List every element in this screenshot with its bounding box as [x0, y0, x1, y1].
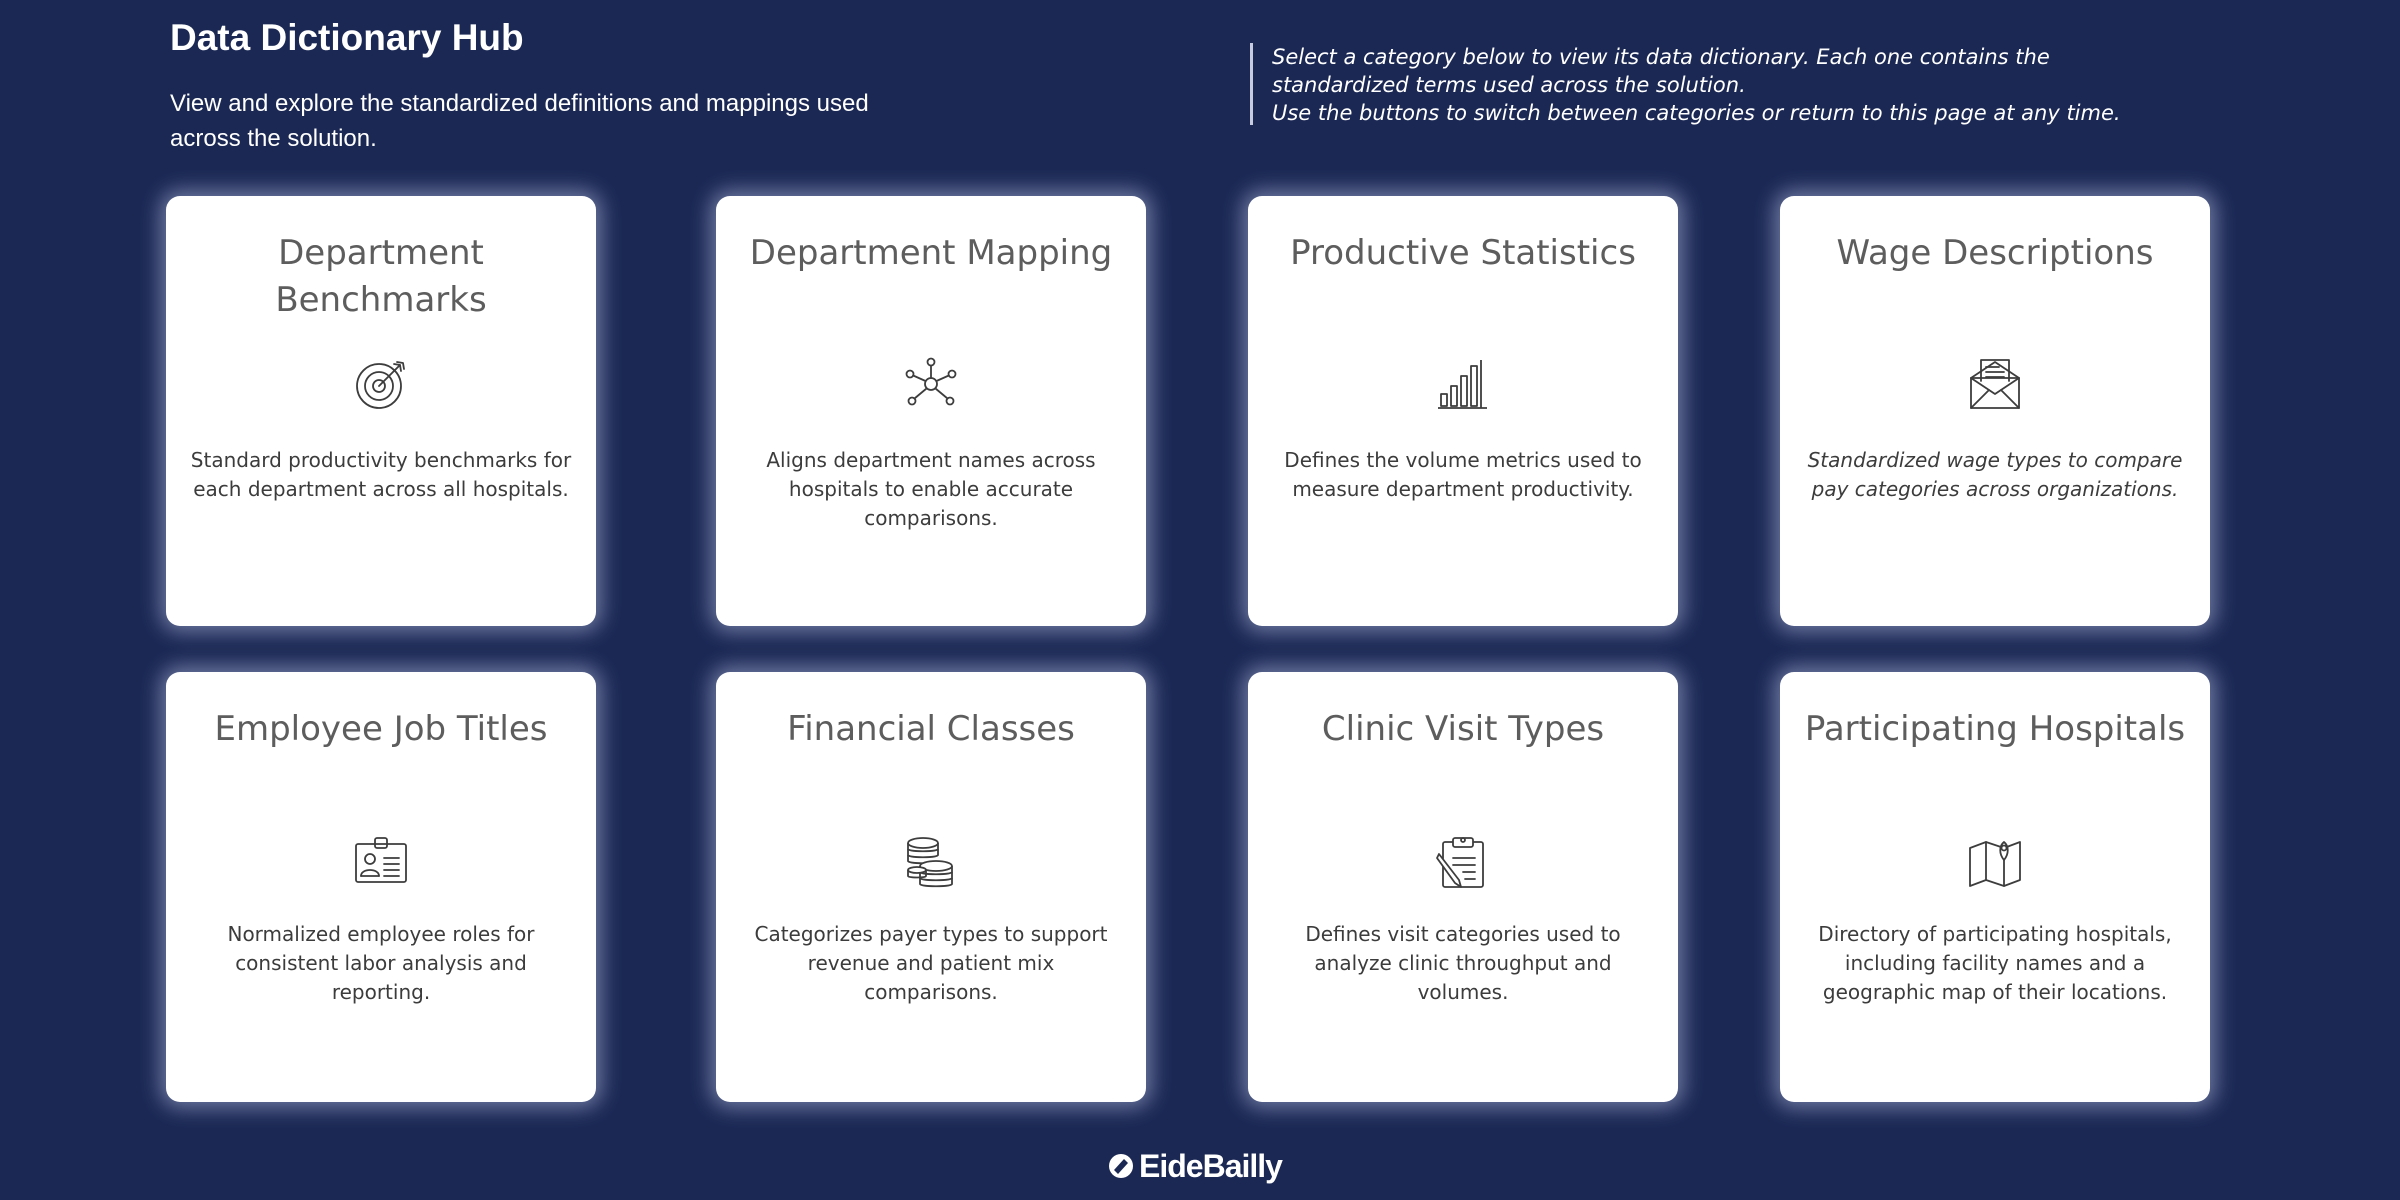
- card-description: Categorizes payer types to support revenue and patient mix comparisons.: [754, 922, 1108, 1004]
- bar-chart-icon: [1435, 356, 1491, 412]
- coins-icon: [903, 834, 959, 890]
- clipboard-icon: [1435, 834, 1491, 890]
- map-pin-icon: [1967, 834, 2023, 890]
- page-subtitle: View and explore the standardized definitions and mappings used across the solution.: [170, 90, 869, 152]
- card-clinic-visit-types[interactable]: [1248, 672, 1678, 1102]
- card-employee-job-titles[interactable]: [166, 672, 596, 1102]
- card-description: Directory of participating hospitals, including facility names and a geographic map of their locations.: [1818, 922, 2172, 1004]
- card-description: Standard productivity benchmarks for each department across all hospitals.: [190, 448, 572, 501]
- envelope-icon: [1967, 356, 2023, 412]
- card-description: Defines the volume metrics used to measure department productivity.: [1284, 448, 1642, 501]
- card-department-benchmarks[interactable]: [166, 196, 596, 626]
- card-description: Standardized wage types to compare pay categories across organizations.: [1807, 448, 2183, 501]
- page-title: Data Dictionary Hub: [170, 17, 524, 58]
- card-title: Department Benchmarks: [275, 233, 487, 320]
- card-title: Employee Job Titles: [214, 709, 548, 749]
- card-title: Clinic Visit Types: [1321, 709, 1605, 749]
- logo-text: EideBailly: [1139, 1147, 1282, 1184]
- card-title: Participating Hospitals: [1804, 709, 2186, 749]
- id-badge-icon: [353, 834, 409, 890]
- card-participating-hospitals[interactable]: [1780, 672, 2210, 1102]
- card-title: Wage Descriptions: [1836, 233, 2154, 273]
- card-title: Productive Statistics: [1290, 233, 1636, 273]
- target-icon: [353, 356, 409, 412]
- card-wage-descriptions[interactable]: [1780, 196, 2210, 626]
- card-financial-classes[interactable]: [716, 672, 1146, 1102]
- card-title: Department Mapping: [749, 233, 1113, 273]
- eide-bailly-logo-icon: [1108, 1153, 1134, 1179]
- footer-logo: [1108, 1146, 1282, 1186]
- card-productive-statistics[interactable]: [1248, 196, 1678, 626]
- card-description: Defines visit categories used to analyze clinic throughput and volumes.: [1305, 922, 1621, 1004]
- network-icon: [903, 356, 959, 412]
- instructions-line-1: Select a category below to view its data dictionary. Each one contains the standardized terms used across the solution.: [1272, 45, 2050, 97]
- instructions-line-2: Use the buttons to switch between categories or return to this page at any time.: [1272, 101, 2121, 125]
- card-description: Aligns department names across hospitals to enable accurate comparisons.: [766, 448, 1096, 530]
- card-description: Normalized employee roles for consistent labor analysis and reporting.: [227, 922, 535, 1004]
- card-title: Financial Classes: [787, 709, 1075, 749]
- instructions-panel: [1250, 43, 2160, 125]
- card-department-mapping[interactable]: [716, 196, 1146, 626]
